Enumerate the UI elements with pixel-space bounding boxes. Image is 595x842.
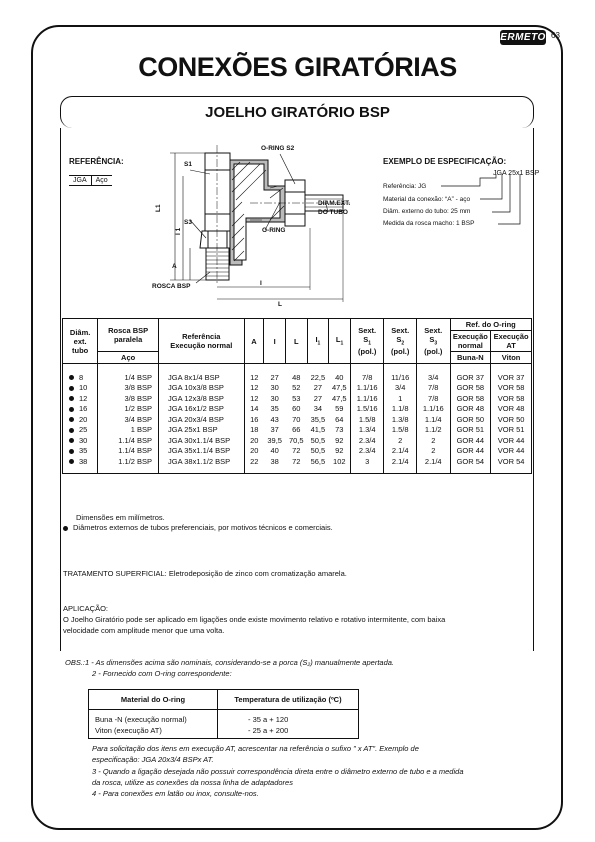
cell-d: 25 <box>63 425 98 436</box>
spec-example-code: JGA 25x1 BSP <box>493 170 540 177</box>
cell-viton: VOR 51 <box>491 425 532 436</box>
page-number: 63 <box>551 31 560 40</box>
cell-s3: 1.1/16 <box>417 404 450 415</box>
label-l: L <box>278 301 282 308</box>
cell-s1: 1.1/16 <box>350 383 383 394</box>
cell-ref: JGA 35x1.1/4 BSP <box>158 446 244 457</box>
reference-label: REFERÊNCIA: <box>69 157 124 166</box>
obs-line-7: 4 - Para conexões em latão ou inox, consulte-nos. <box>92 789 259 798</box>
cell-s1: 2.3/4 <box>350 446 383 457</box>
table-row <box>63 383 532 394</box>
cell-i1: 22,5 <box>310 372 326 382</box>
surface-treatment: TRATAMENTO SUPERFICIAL: Eletrodeposição de zinco com cromatização amarela. <box>63 569 347 578</box>
cell-a: 12 <box>244 383 264 394</box>
header-rosca-aco: Aço <box>98 352 159 364</box>
cell-i1: 35,5 <box>310 414 326 424</box>
cell-s1: 3 <box>350 456 383 473</box>
header-exec-at: Execução AT <box>491 331 532 352</box>
cell-s2: 11/16 <box>384 364 417 383</box>
cell-a: 16 <box>244 414 264 425</box>
spec-example-line: Material da conexão: “A” - aço <box>383 196 471 203</box>
preferred-bullet-icon <box>69 438 74 443</box>
header-exec-normal: Execução normal <box>450 331 491 352</box>
cell-viton: VOR 48 <box>491 404 532 415</box>
cell-ref: JGA 16x1/2 BSP <box>158 404 244 415</box>
cell-d: 8 <box>63 364 98 383</box>
cell-l1: 59 <box>335 404 344 414</box>
cell-bsp: 3/8 BSP <box>98 393 159 404</box>
header-buna: Buna-N <box>450 352 491 364</box>
cell-s2: 1.5/8 <box>384 425 417 436</box>
page-title: CONEXÕES GIRATÓRIAS <box>138 52 457 82</box>
cell-s2: 2.1/4 <box>384 446 417 457</box>
cell-s1: 1.5/16 <box>350 404 383 415</box>
label-s3: S3 <box>184 219 192 226</box>
cell-a: 22 <box>244 456 264 473</box>
cell-s3: 2 <box>417 446 450 457</box>
application-line: velocidade com amplitude menor que uma volta. <box>63 626 225 635</box>
cell-buna: GOR 51 <box>450 425 491 436</box>
cell-s1: 1.5/8 <box>350 414 383 425</box>
cell-i: 39,5 <box>267 435 282 445</box>
preferred-bullet-icon <box>69 396 74 401</box>
table-row <box>63 425 532 436</box>
obs-line-5: 3 - Quando a ligação desejada não possuir correspondência direta entre o diâmetro externo de tubo e a medida <box>92 767 464 776</box>
cell-i1: 27 <box>313 383 323 393</box>
label-diam-ext: DIAM.EXT. <box>318 200 351 207</box>
cell-s3: 7/8 <box>417 383 450 394</box>
cell-s2: 1.1/8 <box>384 404 417 415</box>
cell-bsp: 1.1/4 BSP <box>98 446 159 457</box>
cell-i: 30 <box>270 393 279 403</box>
oring-cell: - 35 a + 120 <box>218 710 359 726</box>
cell-i: 38 <box>264 456 286 473</box>
obs-line-3: Para solicitação dos itens em execução AT, acrescentar na referência o sufixo " x AT". Exemplo de <box>92 744 419 753</box>
cell-buna: GOR 54 <box>450 456 491 473</box>
cell-l1: 92 <box>335 435 344 445</box>
cell-d: 12 <box>63 393 98 404</box>
cell-l1: 102 <box>329 456 351 473</box>
cell-i1: 50,5 <box>310 435 326 445</box>
header-s2: Sext. $S_2$ (pol.) <box>384 319 417 364</box>
cell-l: 53 <box>292 393 301 403</box>
cell-buna: GOR 48 <box>450 404 491 415</box>
header-a: A <box>244 319 264 364</box>
cell-s3: 7/8 <box>417 393 450 404</box>
cell-i1: 56,5 <box>307 456 329 473</box>
preferred-bullet-icon <box>69 449 74 454</box>
cell-a: 12 <box>244 364 264 383</box>
table-row <box>63 414 532 425</box>
note-dimensions: Dimensões em milímetros. <box>76 513 165 522</box>
cell-l: 48 <box>292 372 301 382</box>
cell-ref: JGA 12x3/8 BSP <box>158 393 244 404</box>
cell-i: 30 <box>270 383 279 393</box>
table-row <box>63 364 532 383</box>
cell-bsp: 1.1/2 BSP <box>98 456 159 473</box>
cell-d: 16 <box>63 404 98 415</box>
cell-buna: GOR 37 <box>450 364 491 383</box>
cell-d: 20 <box>63 414 98 425</box>
cell-s3: 1.1/4 <box>417 414 450 425</box>
cell-viton: VOR 44 <box>491 435 532 446</box>
cell-i1: 27 <box>313 393 323 403</box>
cell-buna: GOR 44 <box>450 446 491 457</box>
spec-example-title: EXEMPLO DE ESPECIFICAÇÃO: <box>383 157 507 166</box>
oring-cell: Buna -N (execução normal) <box>89 710 218 726</box>
cell-s3: 1.1/2 <box>417 425 450 436</box>
cell-s2: 1.3/8 <box>384 414 417 425</box>
label-i: I <box>260 280 262 287</box>
header-diam: Diâm. ext. tubo <box>63 319 98 364</box>
preferred-bullet-icon <box>69 407 74 412</box>
cell-viton: VOR 50 <box>491 414 532 425</box>
cell-a: 20 <box>244 446 264 457</box>
cell-s2: 3/4 <box>384 383 417 394</box>
label-s1: S1 <box>184 161 192 168</box>
obs-line-4: especificação: JGA 20x3/4 BSPx AT. <box>92 755 214 764</box>
cell-l: 70,5 <box>288 435 304 445</box>
cell-bsp: 1/2 BSP <box>98 404 159 415</box>
cell-a: 14 <box>244 404 264 415</box>
cell-bsp: 1.1/4 BSP <box>98 435 159 446</box>
cell-viton: VOR 37 <box>491 364 532 383</box>
cell-buna: GOR 50 <box>450 414 491 425</box>
header-rosca: Rosca BSP paralela <box>98 319 159 352</box>
oring-table <box>88 689 359 739</box>
cell-viton: VOR 44 <box>491 446 532 457</box>
cell-d: 35 <box>63 446 98 457</box>
cell-a: 18 <box>244 425 264 436</box>
header-ref: Referência Execução normal <box>158 319 244 364</box>
cell-i1: 41,5 <box>310 425 326 435</box>
cell-s1: 2.3/4 <box>350 435 383 446</box>
label-i1: I 1 <box>175 227 182 235</box>
spec-example-brackets <box>440 174 530 230</box>
cell-i: 27 <box>270 372 279 382</box>
cell-d: 10 <box>63 383 98 394</box>
note-preferred: Diâmetros externos de tubos preferenciais, por motivos técnicos e comerciais. <box>63 523 333 532</box>
cell-bsp: 3/8 BSP <box>98 383 159 394</box>
oring-cell: - 25 a + 200 <box>218 725 359 739</box>
cell-l1: 92 <box>335 446 344 456</box>
cell-l: 52 <box>292 383 301 393</box>
oring-cell: Viton (execução AT) <box>89 725 218 739</box>
preferred-bullet-icon <box>69 375 74 380</box>
cell-l1: 64 <box>335 414 344 424</box>
preferred-bullet-icon <box>69 417 74 422</box>
cell-i: 35 <box>270 404 279 414</box>
cell-l1: 40 <box>335 372 344 382</box>
cell-bsp: 3/4 BSP <box>98 414 159 425</box>
header-s1: Sext. $S_1$ (pol.) <box>350 319 383 364</box>
obs-line-6: da rosca, utilize as conexões da nossa linha de adaptadores <box>92 778 293 787</box>
spec-example-line: Diâm. externo do tubo: 25 mm <box>383 208 471 215</box>
cell-ref: JGA 20x3/4 BSP <box>158 414 244 425</box>
cell-l: 60 <box>292 404 301 414</box>
table-row <box>63 435 532 446</box>
reference-material: Aço <box>91 176 112 186</box>
cell-i: 43 <box>270 414 279 424</box>
cell-ref: JGA 8x1/4 BSP <box>158 364 244 383</box>
label-oring: O-RING <box>262 227 286 234</box>
cell-bsp: 1 BSP <box>98 425 159 436</box>
reference-code: JGA <box>69 176 91 186</box>
cell-d: 38 <box>63 456 98 473</box>
cell-l: 66 <box>292 425 301 435</box>
swivel-elbow-drawing <box>150 140 360 308</box>
specification-table <box>62 318 532 474</box>
cell-ref: JGA 30x1.1/4 BSP <box>158 435 244 446</box>
cell-viton: VOR 58 <box>491 393 532 404</box>
cell-i1: 34 <box>313 404 323 414</box>
label-a: A <box>172 263 177 270</box>
obs-line-2: 2 - Fornecido com O-ring correspondente: <box>92 669 232 678</box>
oring-header-material: Material do O-ring <box>89 690 218 710</box>
oring-header-temp: Temperatura de utilização (ºC) <box>218 690 359 710</box>
table-row <box>63 456 532 473</box>
ermeto-logo: ERMETO <box>500 32 546 43</box>
header-i1: $I_1$ <box>307 319 329 364</box>
header-s3: Sext. $S_3$ (pol.) <box>417 319 450 364</box>
cell-viton: VOR 54 <box>491 456 532 473</box>
label-l1: L1 <box>155 204 162 212</box>
header-oring-group: Ref. do O-ring <box>450 319 532 331</box>
header-l1: $L_1$ <box>329 319 351 364</box>
header-l: L <box>285 319 307 364</box>
cell-i: 37 <box>270 425 279 435</box>
cell-buna: GOR 44 <box>450 435 491 446</box>
cell-s3: 2 <box>417 435 450 446</box>
cell-s2: 2 <box>384 435 417 446</box>
cell-l1: 47,5 <box>332 383 347 393</box>
preferred-bullet-icon <box>63 526 68 531</box>
label-oring-s2: O-RING S2 <box>261 145 295 152</box>
table-row <box>63 446 532 457</box>
spec-example-line: Medida da rosca macho: 1 BSP <box>383 220 475 227</box>
cell-a: 12 <box>244 393 264 404</box>
cell-l: 72 <box>292 446 301 456</box>
cell-d: 30 <box>63 435 98 446</box>
cell-s2: 1 <box>384 393 417 404</box>
application-title: APLICAÇÃO: <box>63 604 109 613</box>
cell-s1: 1.1/16 <box>350 393 383 404</box>
cell-i1: 50,5 <box>310 446 326 456</box>
cell-l1: 73 <box>335 425 344 435</box>
header-i: I <box>264 319 286 364</box>
cell-ref: JGA 38x1.1/2 BSP <box>158 456 244 473</box>
cell-l1: 47,5 <box>332 393 347 403</box>
cell-a: 20 <box>244 435 264 446</box>
cell-i: 40 <box>270 446 279 456</box>
cell-s3: 2.1/4 <box>417 456 450 473</box>
reference-table <box>69 175 112 186</box>
cell-s1: 7/8 <box>350 364 383 383</box>
page-subtitle: JOELHO GIRATÓRIO BSP <box>205 104 390 121</box>
cell-viton: VOR 58 <box>491 383 532 394</box>
table-row <box>63 393 532 404</box>
cell-s1: 1.3/4 <box>350 425 383 436</box>
cell-ref: JGA 10x3/8 BSP <box>158 383 244 394</box>
preferred-bullet-icon <box>69 428 74 433</box>
header-viton: Viton <box>491 352 532 364</box>
obs-line-1: OBS.:1 - As dimensões acima são nominais, considerando-se a porca (S₂) manualmente apertada. <box>65 658 394 667</box>
preferred-bullet-icon <box>69 386 74 391</box>
label-do-tubo: DO TUBO <box>318 209 348 216</box>
cell-buna: GOR 58 <box>450 393 491 404</box>
cell-l: 70 <box>292 414 301 424</box>
spec-example-line: Referência: JG <box>383 183 427 190</box>
table-row <box>63 404 532 415</box>
cell-ref: JGA 25x1 BSP <box>158 425 244 436</box>
preferred-bullet-icon <box>69 459 74 464</box>
cell-s2: 2.1/4 <box>384 456 417 473</box>
cell-bsp: 1/4 BSP <box>98 364 159 383</box>
application-line: O Joelho Giratório pode ser aplicado em ligações onde existe movimento relativo e rotativo intermitente, com baixa <box>63 615 446 624</box>
cell-l: 72 <box>285 456 307 473</box>
cell-s3: 3/4 <box>417 364 450 383</box>
cell-buna: GOR 58 <box>450 383 491 394</box>
label-rosca-bsp: ROSCA BSP <box>152 283 191 290</box>
